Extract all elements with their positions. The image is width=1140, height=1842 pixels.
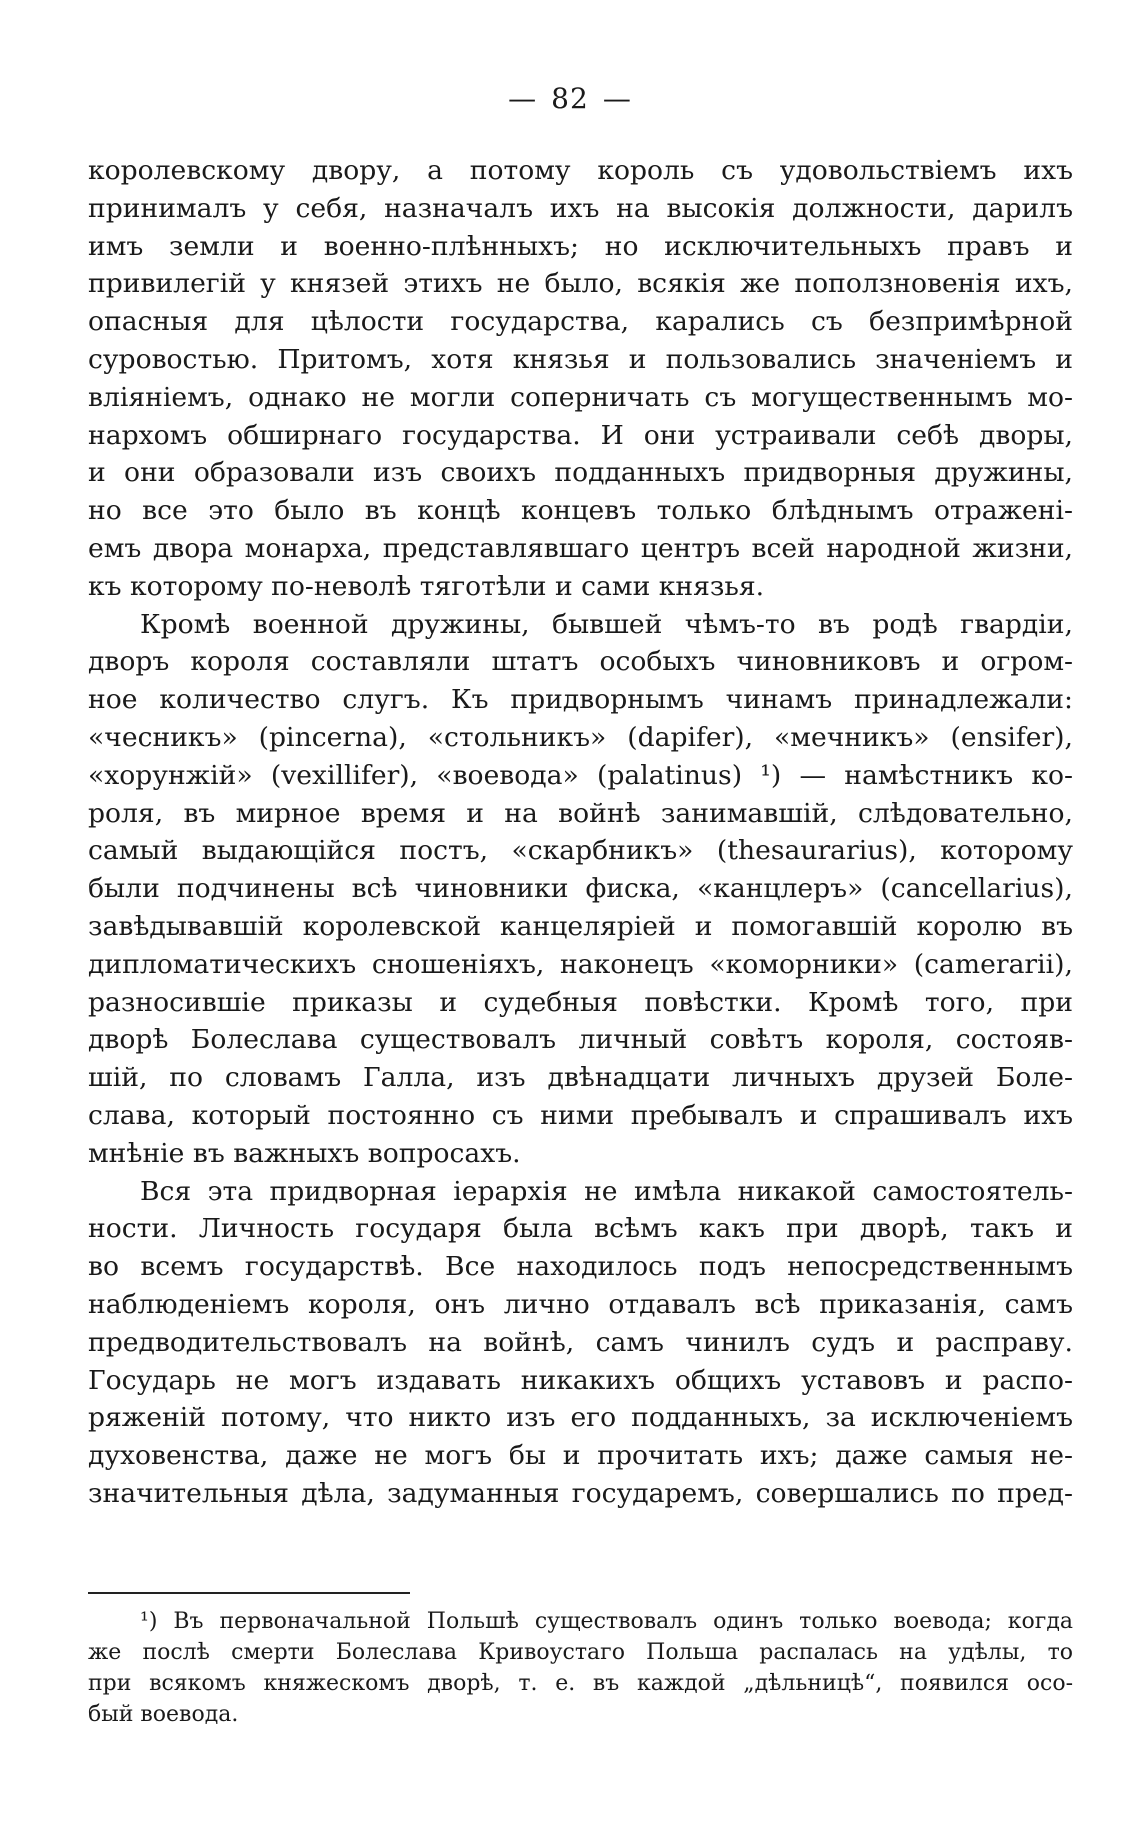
text-line: опасныя для цѣлости государства, карались съ безпримѣрной (88, 306, 1073, 338)
page-number (0, 82, 1140, 115)
text-line: «хорунжiй» (vexillifer), «воевода» (palatinus) ¹) — намѣстникъ ко- (88, 759, 1073, 791)
text-line: «чесникъ» (pincerna), «стольникъ» (dapifer), «мечникъ» (ensifer), (88, 721, 1073, 753)
text-line: самый выдающiйся постъ, «скарбникъ» (thesaurarius), которому (88, 835, 1073, 867)
text-line: Вся эта придворная iерархiя не имѣла никакой самостоятель- (140, 1175, 1073, 1207)
footnote-divider (88, 1592, 410, 1594)
footnotes (88, 1606, 1073, 1730)
text-line: во всемъ государствѣ. Все находилось подъ непосредственнымъ (88, 1251, 1073, 1283)
text-line: слава, который постоянно съ ними пребывалъ и спрашивалъ ихъ (88, 1099, 1073, 1131)
text-line: емъ двора монарха, представлявшаго центръ всей народной жизни, (88, 532, 1073, 564)
page-number-dash-left: — (508, 82, 538, 115)
text-line: Кромѣ военной дружины, бывшей чѣмъ-то въ родѣ гвардiи, (140, 608, 1073, 640)
footnote-line: при всякомъ княжескомъ дворѣ, т. е. въ каждой „дѣльницѣ“, появился осо- (88, 1671, 1073, 1696)
text-line: значительныя дѣла, задуманныя государемъ, совершались по пред- (88, 1477, 1073, 1509)
footnote-line: ¹) Въ первоначальной Польшѣ существовалъ одинъ только воевода; когда (140, 1609, 1073, 1634)
text-line: наблюденiемъ короля, онъ лично отдавалъ всѣ приказанiя, самъ (88, 1288, 1073, 1320)
text-line: были подчинены всѣ чиновники фиска, «канцлеръ» (cancellarius), (88, 873, 1073, 905)
text-line: нархомъ обширнаго государства. И они устраивали себѣ дворы, (88, 419, 1073, 451)
text-line: ряженiй потому, что никто изъ его подданныхъ, за исключенiемъ (88, 1402, 1073, 1434)
text-line: королевскому двору, а потому король съ удовольствiемъ ихъ (88, 155, 1073, 186)
text-line: привилегiй у князей этихъ не было, всякiя же поползновенiя ихъ, (88, 268, 1073, 300)
footnote-line: бый воевода. (88, 1702, 239, 1727)
text-line: ности. Личность государя была всѣмъ какъ при дворѣ, такъ и (88, 1213, 1073, 1245)
text-line: дворѣ Болеслава существовалъ личный совѣтъ короля, состояв- (88, 1024, 1073, 1056)
text-line: предводительствовалъ на войнѣ, самъ чинилъ судъ и расправу. (88, 1326, 1073, 1358)
page-number-value: 82 (551, 82, 589, 115)
text-line: но все это было въ концѣ концевъ только блѣднымъ отраженi- (88, 495, 1073, 527)
text-line: дипломатическихъ сношенiяхъ, наконецъ «коморники» (camerarii), (88, 948, 1073, 980)
text-line: къ которому по-неволѣ тяготѣли и сами князья. (88, 570, 765, 602)
text-line: суровостью. Притомъ, хотя князья и пользовались значенiемъ и (88, 343, 1073, 375)
text-line: влiянiемъ, однако не могли соперничать съ могущественнымъ мо- (88, 381, 1073, 413)
text-line: Государь не могъ издавать никакихъ общихъ уставовъ и распо- (88, 1364, 1073, 1396)
body-text (88, 152, 1073, 1513)
text-line: ное количество слугъ. Къ придворнымъ чинамъ принадлежали: (88, 684, 1073, 716)
text-line: имъ земли и военно-плѣнныхъ; но исключительныхъ правъ и (88, 230, 1073, 262)
text-line: разносившiе приказы и судебныя повѣстки. Кромѣ того, при (88, 986, 1073, 1018)
text-line: и они образовали изъ своихъ подданныхъ придворныя дружины, (88, 457, 1073, 489)
text-line: роля, въ мирное время и на войнѣ занимавшiй, слѣдовательно, (88, 797, 1073, 829)
text-line: дворъ короля составляли штатъ особыхъ чиновниковъ и огром- (88, 646, 1073, 678)
text-line: духовенства, даже не могъ бы и прочитать ихъ; даже самыя не- (88, 1440, 1073, 1472)
page-number-dash-right: — (602, 82, 632, 115)
text-line: шiй, по словамъ Галла, изъ двѣнадцати личныхъ друзей Боле- (88, 1062, 1073, 1094)
text-line: принималъ у себя, назначалъ ихъ на высокiя должности, дарилъ (88, 192, 1073, 224)
footnote-line: же послѣ смерти Болеслава Кривоустаго Польша распалась на удѣлы, то (88, 1640, 1073, 1665)
text-line: завѣдывавшiй королевской канцелярiей и помогавшiй королю въ (88, 910, 1073, 942)
text-line: мнѣнiе въ важныхъ вопросахъ. (88, 1137, 521, 1169)
